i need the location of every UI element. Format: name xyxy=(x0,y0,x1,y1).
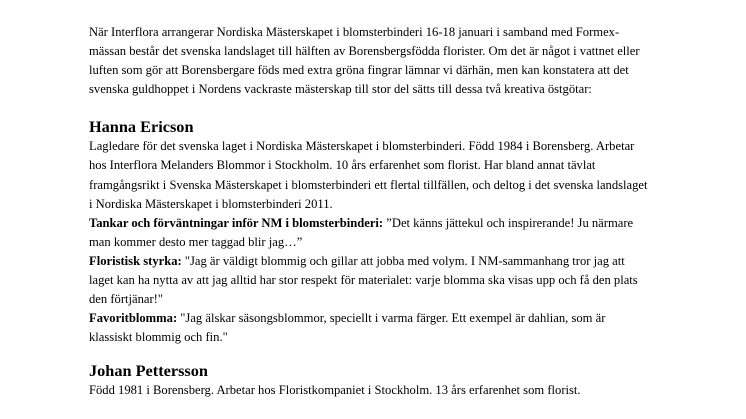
hanna-bio-paragraph: Lagledare för det svenska laget i Nordiska Mästerskapet i blomsterbinderi. Född 1984 i Borensberg. Arbetar hos Interflora Melanders Blommor i Stockholm. 10 års erfarenhet som florist. Har bland annat tävlat framgångsrikt i Svenska Mästerskapet i blomsterbinderi ett flertal tillfällen, och deltog i det svenska landslaget i Nordiska Mästerskapet i blomsterbinderi 2011. xyxy=(89,139,648,211)
heading-hanna-ericson: Hanna Ericson xyxy=(89,117,194,137)
document-page xyxy=(89,23,649,401)
heading-johan-pettersson: Johan Pettersson xyxy=(89,361,208,381)
favorite-flower-label: Favoritblomma: xyxy=(89,311,178,326)
favorite-flower-text: "Jag älskar säsongsblommor, speciellt i varma färger. Ett exempel är dahlian, som är klassiskt blommig och fin." xyxy=(89,311,606,345)
expectations-label: Tankar och förväntningar inför NM i blomsterbinderi: xyxy=(89,215,384,230)
hanna-expectations-paragraph xyxy=(89,214,649,252)
intro-paragraph: När Interflora arrangerar Nordiska Mästerskapet i blomsterbinderi 16-18 januari i samband med Formex-mässan består det svenska landslaget till hälften av Borensbergsfödda florister. Om det är något i vattnet eller luften som gör att Borensbergare föds med extra gröna fingrar lämnar vi därhän, men kan konstatera att det svenska guldhoppet i Nordens vackraste mästerskap till stor del sätts till dessa två kreativa östgötar: xyxy=(89,25,640,97)
hanna-favorite-flower-paragraph xyxy=(89,309,649,347)
strength-text: "Jag är väldigt blommig och gillar att jobba med volym. I NM-sammanhang tror jag att laget kan ha nytta av att jag alltid har stor respekt för materialet: varje blomma ska visas upp och få den plats den förtjänar!" xyxy=(89,253,638,307)
hanna-strength-paragraph xyxy=(89,252,649,309)
expectations-text: ”Det känns jättekul och inspirerande! Ju närmare man kommer desto mer taggad blir jag…” xyxy=(89,215,634,249)
johan-bio-paragraph: Född 1981 i Borensberg. Arbetar hos Floristkompaniet i Stockholm. 13 års erfarenhet som florist. xyxy=(89,383,581,398)
strength-label: Floristisk styrka: xyxy=(89,253,182,268)
